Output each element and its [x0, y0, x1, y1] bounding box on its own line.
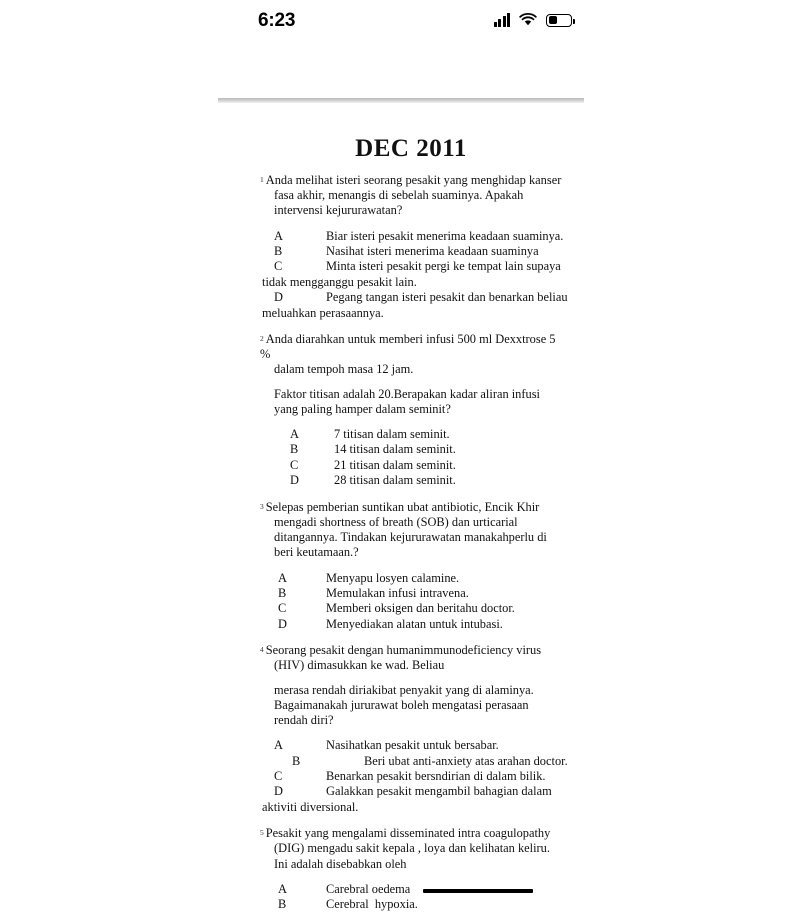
question-first-line — [260, 331, 562, 362]
question-block — [260, 642, 568, 815]
option-text: Menyapu losyen calamine. — [326, 570, 460, 585]
option-row — [260, 458, 562, 473]
option-row — [260, 601, 562, 616]
question-text-line: Bagaimanakah jururawat boleh mengatasi perasaan — [274, 697, 529, 712]
question-block — [260, 331, 562, 489]
option-wrap-line: aktiviti diversional. — [262, 799, 359, 814]
option-row — [260, 290, 568, 305]
option-group — [260, 738, 568, 815]
option-letter: C — [290, 457, 299, 472]
document-content — [218, 103, 584, 913]
question-text: Selepas pemberian suntikan ubat antibiotic, Encik Khir — [265, 499, 540, 514]
question-block — [260, 172, 568, 321]
option-row — [260, 229, 562, 244]
question-number: 4 — [260, 645, 264, 655]
option-letter: B — [292, 753, 301, 768]
option-letter: B — [290, 442, 299, 457]
question-text-line: rendah diri? — [274, 712, 334, 727]
question-number: 2 — [260, 334, 264, 344]
option-text: Menyediakan alatan untuk intubasi. — [326, 616, 503, 631]
question-number: 1 — [260, 175, 264, 184]
battery-icon — [546, 14, 572, 27]
questions-list — [260, 172, 568, 913]
question-text-line: ditangannya. Tindakan kejururawatan manakahperlu di — [274, 530, 547, 545]
question-text-line: (HIV) dimasukkan ke wad. Beliau — [274, 658, 445, 673]
option-text: 28 titisan dalam seminit. — [334, 473, 456, 488]
option-wrap-line: tidak mengganggu pesakit lain. — [262, 274, 417, 289]
question-first-line — [260, 642, 562, 658]
option-text: 21 titisan dalam seminit. — [334, 457, 456, 472]
handwritten-underline-mark — [423, 889, 533, 893]
option-letter: D — [290, 473, 299, 488]
option-row — [260, 897, 562, 912]
option-letter: A — [274, 228, 283, 243]
option-row — [260, 571, 562, 586]
question-text-line: yang paling hamper dalam seminit? — [274, 401, 451, 416]
option-text: Galakkan pesakit mengambil bahagian dalam — [326, 784, 552, 799]
option-text: Biar isteri pesakit menerima keadaan suaminya. — [326, 228, 564, 243]
question-first-line — [260, 825, 562, 841]
question-text-line: beri keutamaan.? — [274, 545, 359, 560]
wifi-icon — [519, 13, 537, 27]
question-text-line: intervensi kejururawatan? — [274, 203, 403, 218]
paragraph-spacer — [260, 378, 562, 387]
option-letter: A — [278, 570, 287, 585]
option-row — [260, 784, 562, 799]
option-letter: A — [278, 881, 287, 896]
option-letter: A — [274, 738, 283, 753]
question-text: Anda melihat isteri seorang pesakit yang menghidap kanser — [265, 173, 562, 187]
paragraph-spacer — [260, 674, 562, 683]
option-row — [260, 442, 562, 457]
option-row — [260, 753, 568, 769]
question-first-line — [260, 499, 562, 515]
cellular-signal-icon — [494, 13, 511, 27]
option-text: Minta isteri pesakit pergi ke tempat lain supaya — [326, 259, 561, 274]
option-text: Beri ubat anti-anxiety atas arahan doctor. — [364, 753, 568, 768]
app-toolbar — [0, 55, 800, 97]
option-letter: D — [274, 784, 283, 799]
option-letter: C — [274, 768, 283, 783]
option-text: 7 titisan dalam seminit. — [334, 427, 450, 442]
option-group — [260, 571, 562, 633]
question-text: Pesakit yang mengalami disseminated intra coagulopathy — [265, 826, 551, 841]
option-letter: B — [274, 244, 283, 259]
option-row — [260, 769, 562, 784]
option-text: Benarkan pesakit bersndirian di dalam bilik. — [326, 768, 546, 783]
option-row — [260, 586, 562, 601]
option-letter: D — [278, 616, 287, 631]
status-bar — [0, 0, 800, 48]
option-text: Memberi oksigen dan beritahu doctor. — [326, 601, 515, 616]
option-row — [260, 473, 562, 488]
option-group — [260, 228, 568, 321]
option-row — [260, 259, 562, 274]
option-group — [260, 427, 562, 489]
option-letter: D — [274, 290, 283, 305]
question-block — [260, 825, 562, 912]
question-number: 3 — [260, 501, 264, 511]
status-bar-time: 6:23 — [258, 10, 296, 31]
question-text: Seorang pesakit dengan humanimmunodeficiency virus — [265, 643, 542, 658]
option-row — [260, 617, 562, 632]
status-bar-icons — [494, 13, 573, 27]
option-row — [260, 244, 562, 259]
question-first-line — [260, 172, 562, 188]
option-text: Cerebral hypoxia. — [326, 897, 418, 912]
option-text: Nasihat isteri menerima keadaan suaminya — [326, 244, 539, 259]
question-number: 5 — [260, 828, 264, 838]
question-block — [260, 499, 562, 632]
question-text-line: Ini adalah disebabkan oleh — [274, 856, 407, 871]
question-text-line: merasa rendah diriakibat penyakit yang di alaminya. — [274, 682, 534, 697]
option-text: Memulakan infusi intravena. — [326, 585, 469, 600]
question-text-line: (DIG) mengadu sakit kepala , loya dan kelihatan keliru. — [274, 841, 550, 856]
document-heading: DEC 2011 — [355, 135, 467, 162]
option-text: 14 titisan dalam seminit. — [334, 442, 456, 457]
document-page[interactable] — [218, 103, 584, 912]
question-text-line: Faktor titisan adalah 20.Berapakan kadar aliran infusi — [274, 386, 540, 401]
option-letter: C — [274, 259, 283, 274]
option-row — [260, 738, 562, 753]
option-letter: B — [278, 897, 287, 912]
option-text: Nasihatkan pesakit untuk bersabar. — [326, 738, 499, 753]
option-group — [260, 882, 562, 913]
question-text-line: mengadi shortness of breath (SOB) dan urticarial — [274, 514, 518, 529]
option-wrap-line: meluahkan perasaannya. — [262, 305, 384, 320]
option-letter: A — [290, 427, 299, 442]
question-text-line: fasa akhir, menangis di sebelah suaminya. Apakah — [274, 188, 524, 203]
option-row — [260, 427, 562, 442]
option-text: Carebral oedema — [326, 881, 411, 896]
option-letter: C — [278, 601, 287, 616]
option-letter: B — [278, 585, 287, 600]
question-text-line: dalam tempoh masa 12 jam. — [274, 362, 414, 377]
question-text: Anda diarahkan untuk memberi infusi 500 ml Dexxtrose 5 % — [260, 332, 556, 362]
option-text: Pegang tangan isteri pesakit dan benarkan beliau — [326, 290, 568, 305]
